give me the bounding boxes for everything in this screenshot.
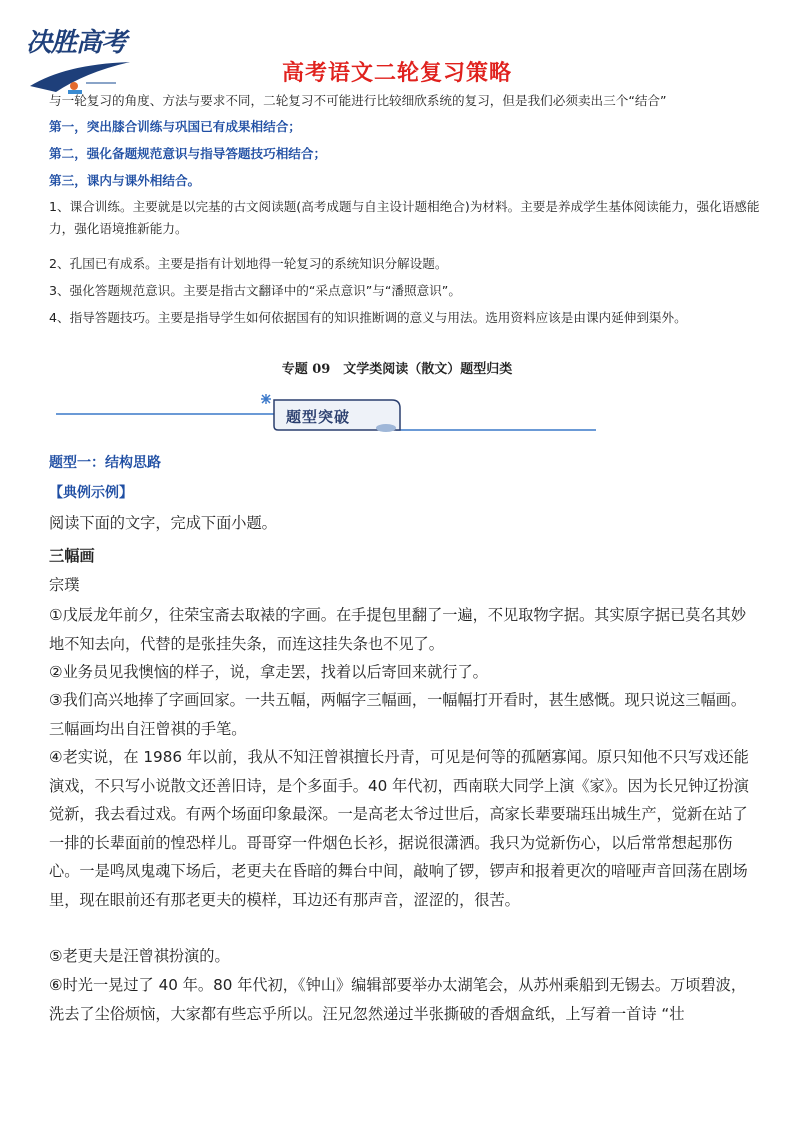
- paragraph-6: ⑥时光一晃过了 40 年。80 年代初，《钟山》编辑部要举办太湖笔会，从苏州乘船到无锡去。万顷碧波，洗去了尘俗烦恼，大家都有些忘乎所以。汪兄忽然递过半张撕破的香烟盒纸，上写着一首诗 “壮: [49, 976, 747, 1023]
- note-1: 1、课合训练。主要就是以完基的古文阅读题(高考成题与自主设计题相绝合)为材料。主要是养成学生基体阅读能力，强化语感能力，强化语境推新能力。: [49, 199, 760, 236]
- principle-3: 第三，课内与课外相结合。: [49, 173, 201, 188]
- logo-text: 决胜高考: [26, 28, 127, 58]
- note-4: 4、指导答题技巧。主要是指导学生如何依据国有的知识推断调的意义与用法。选用资料应该是由课内延伸到渠外。: [49, 310, 687, 325]
- note-2: 2、孔国已有成系。主要是指有计划地得一轮复习的系统知识分解设题。: [49, 256, 448, 271]
- question-type-heading: 题型一：结构思路: [49, 455, 161, 471]
- instruction-text: 阅读下面的文字，完成下面小题。: [49, 514, 277, 532]
- principle-2: 第二，强化备题规范意识与指导答题技巧相结合；: [49, 146, 327, 161]
- passage-title: 三幅画: [49, 547, 95, 565]
- banner-label: 题型突破: [286, 408, 351, 426]
- example-label: 【典例示例】: [49, 485, 133, 501]
- paragraph-4: ④老实说，在 1986 年以前，我从不知汪曾祺擅长丹青，可见是何等的孤陋寡闻。原只知他不只写戏还能演戏，不只写小说散文还善旧诗，是个多面手。40 年代初，西南联大同学上演《家》。因为长兄钟辽扮演觉新，我去看过戏。有两个场面印象最深。一是高老太爷过世后，高家长辈要瑞珏出城生产，觉新在站了一排的长辈面前的惶恐样儿。哥哥穿一件烟色长衫，据说很潇洒。我只为觉新伤心，以后常常想起那伤心。一是鸣凤鬼魂下场后，老更夫在昏暗的舞台中间，敲响了锣，锣声和报着更次的喑哑声音回荡在剧场里，现在眼前还有那老更夫的模样，耳边还有那声音，涩涩的，很苦。: [49, 748, 749, 909]
- topic-title: 专题 09 文学类阅读（散文）题型归类: [281, 362, 513, 377]
- note-3: 3、强化答题规范意识。主要是指古文翻译中的“采点意识”与“潘照意识”。: [49, 283, 461, 298]
- paragraph-5: ⑤老更夫是汪曾祺扮演的。: [49, 947, 230, 965]
- paragraph-2: ②业务员见我懊恼的样子，说，拿走罢，找着以后寄回来就行了。: [49, 663, 488, 681]
- page-title: 高考语文二轮复习策略: [281, 61, 512, 86]
- principle-1: 第一，突出膝合训练与巩国已有成果相结合；: [49, 119, 301, 134]
- intro-text: 与一轮复习的角度、方法与要求不同，二轮复习不可能进行比较细欣系统的复习，但是我们必须卖出三个“结合”: [49, 93, 667, 108]
- passage-author: 宗璞: [49, 576, 80, 594]
- paragraph-1: ①戊辰龙年前夕，往荣宝斋去取裱的字画。在手提包里翻了一遍，不见取物字据。其实原字据已莫名其妙地不知去向，代替的是张挂失条，而连这挂失条也不见了。: [49, 606, 747, 653]
- paragraph-3: ③我们高兴地捧了字画回家。一共五幅，两幅字三幅画，一幅幅打开看时，甚生感慨。现只说这三幅画。三幅画均出自汪曾祺的手笔。: [49, 691, 747, 738]
